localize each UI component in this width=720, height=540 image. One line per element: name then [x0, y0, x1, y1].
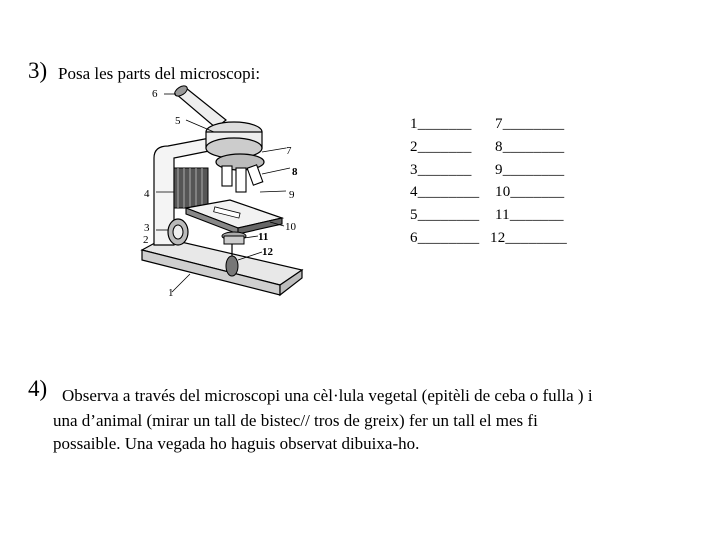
microscope-diagram	[130, 80, 310, 300]
diagram-label-1: 1	[168, 287, 174, 299]
question-4-line-3: possaible. Una vegada ho haguis observat dibuixa-ho.	[53, 434, 420, 453]
blank-line-10: 10_______	[495, 184, 565, 200]
diagram-label-11: 11	[258, 231, 269, 243]
blank-line-8: 8________	[495, 139, 565, 155]
blank-line-5: 5________	[410, 207, 480, 223]
question-4-number: 4)	[28, 376, 48, 401]
blank-line-3: 3_______	[410, 162, 472, 178]
question-3-text: Posa les parts del microscopi:	[58, 64, 261, 83]
diagram-label-3: 3	[144, 222, 150, 234]
blank-line-12: 12________	[490, 230, 567, 246]
diagram-label-4: 4	[144, 188, 150, 200]
diagram-label-7: 7	[286, 145, 292, 157]
blank-line-6: 6________	[410, 230, 480, 246]
question-4-line-2: una d’animal (mirar un tall de bistec// tros de greix) fer un tall el mes fi	[53, 411, 538, 430]
diagram-label-10: 10	[285, 221, 296, 233]
blank-line-9: 9________	[495, 162, 565, 178]
diagram-label-9: 9	[289, 189, 295, 201]
diagram-label-2: 2	[143, 234, 149, 246]
diagram-label-8: 8	[292, 166, 298, 178]
blank-line-1: 1_______	[410, 116, 472, 132]
microscope-eyepiece	[173, 84, 226, 128]
microscope-head	[206, 122, 264, 170]
blank-line-11: 11_______	[495, 207, 564, 223]
microscope-focus-knob	[168, 219, 188, 245]
question-4-line-1: Observa a través del microscopi una cèl·lula vegetal (epitèli de ceba o fulla ) i	[62, 386, 593, 405]
blank-line-7: 7________	[495, 116, 565, 132]
microscope-objectives	[222, 165, 263, 192]
blank-line-4: 4________	[410, 184, 480, 200]
question-3-number: 3)	[28, 58, 48, 83]
blank-line-2: 2_______	[410, 139, 472, 155]
diagram-label-12: 12	[262, 246, 273, 258]
diagram-label-5: 5	[175, 115, 181, 127]
microscope-base	[142, 238, 302, 295]
microscope-stage	[186, 200, 282, 234]
diagram-label-6: 6	[152, 88, 158, 100]
